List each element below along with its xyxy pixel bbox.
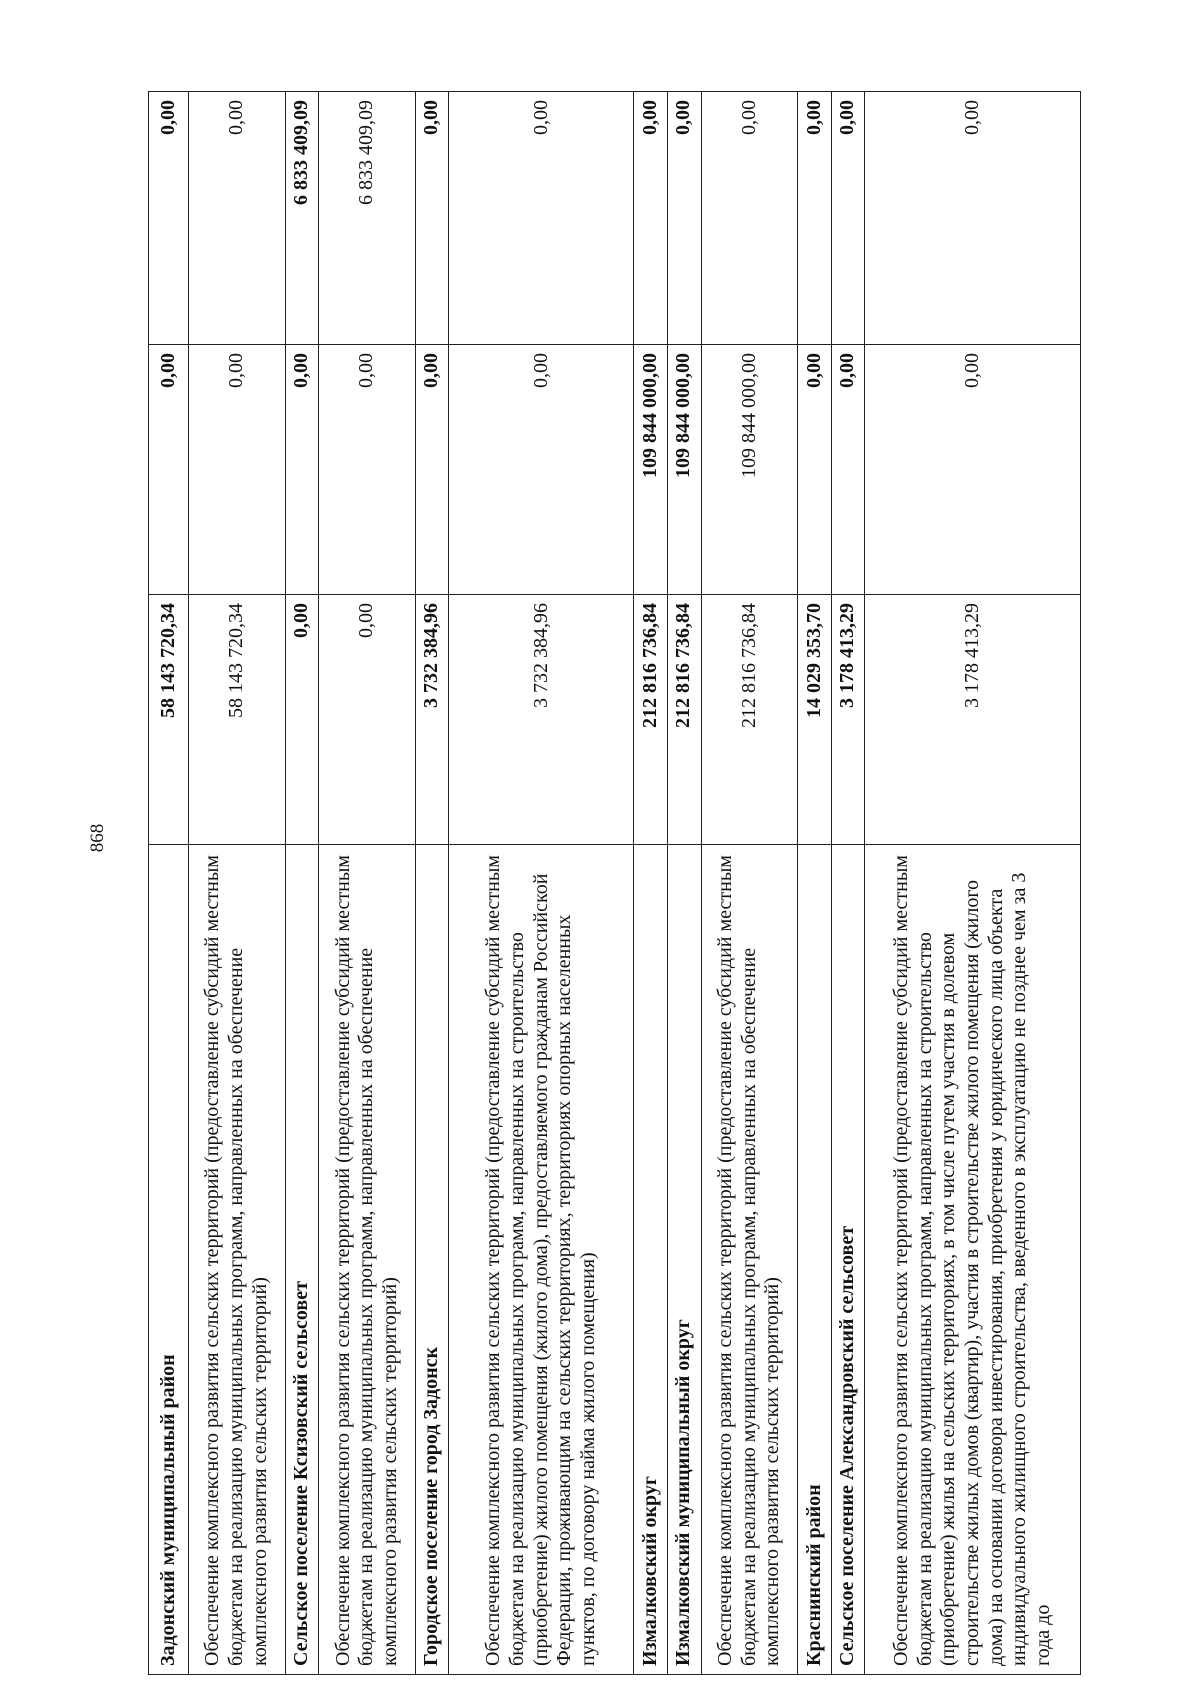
row-name: Обеспечение комплексного развития сельских территорий (предоставление субсидий местным бюджетам на реализацию муниципальных программ, направленных на обеспечение комплексного развития сельских территорий) [701, 845, 798, 1675]
value-cell-1: 0,00 [285, 595, 319, 845]
value-cell-1: 3 732 384,96 [449, 595, 634, 845]
value-cell-1: 212 816 736,84 [634, 595, 668, 845]
table-row [415, 92, 449, 1675]
value-cell-2: 0,00 [319, 345, 416, 595]
value-cell-1: 212 816 736,84 [667, 595, 701, 845]
value-cell-1: 3 732 384,96 [415, 595, 449, 845]
table-row [188, 92, 285, 1675]
table-row [634, 92, 668, 1675]
value-cell-2: 0,00 [285, 345, 319, 595]
row-name: Обеспечение комплексного развития сельских территорий (предоставление субсидий местным бюджетам на реализацию муниципальных программ, направленных на обеспечение комплексного развития сельских территорий) [188, 845, 285, 1675]
rotated-table-container [148, 92, 1081, 1675]
row-name: Обеспечение комплексного развития сельских территорий (предоставление субсидий местным бюджетам на реализацию муниципальных программ, направленных на строительство (приобретение) жилого помещения (жилого дома), предоставляемого гражданам Российской Федерации, проживающим на сельских территориях, территориях опорных населенных пунктов, по договору найма жилого помещения) [449, 845, 634, 1675]
value-cell-3: 6 833 409,09 [319, 92, 416, 345]
value-cell-2: 0,00 [831, 345, 865, 595]
table-row [149, 92, 189, 1675]
value-cell-3: 0,00 [667, 92, 701, 345]
value-cell-2: 0,00 [798, 345, 832, 595]
value-cell-3: 0,00 [701, 92, 798, 345]
value-cell-1: 14 029 353,70 [798, 595, 832, 845]
budget-table [148, 91, 1081, 1675]
value-cell-3: 0,00 [634, 92, 668, 345]
value-cell-1: 3 178 413,29 [865, 595, 1081, 845]
table-row [449, 92, 634, 1675]
value-cell-3: 0,00 [831, 92, 865, 345]
row-name: Измалковский муниципальный округ [667, 845, 701, 1675]
value-cell-3: 0,00 [149, 92, 189, 345]
value-cell-2: 0,00 [415, 345, 449, 595]
value-cell-3: 0,00 [188, 92, 285, 345]
row-name: Сельское поселение Александровский сельсовет [831, 845, 865, 1675]
value-cell-2: 109 844 000,00 [667, 345, 701, 595]
value-cell-1: 58 143 720,34 [149, 595, 189, 845]
value-cell-2: 0,00 [865, 345, 1081, 595]
value-cell-3: 6 833 409,09 [285, 92, 319, 345]
value-cell-2: 0,00 [449, 345, 634, 595]
value-cell-1: 212 816 736,84 [701, 595, 798, 845]
value-cell-2: 0,00 [188, 345, 285, 595]
value-cell-1: 58 143 720,34 [188, 595, 285, 845]
page-number: 868 [87, 823, 108, 853]
value-cell-3: 0,00 [415, 92, 449, 345]
value-cell-2: 0,00 [149, 345, 189, 595]
table-row [798, 92, 832, 1675]
value-cell-2: 109 844 000,00 [701, 345, 798, 595]
table-row [865, 92, 1081, 1675]
table-row [667, 92, 701, 1675]
value-cell-1: 3 178 413,29 [831, 595, 865, 845]
row-name: Краснинский район [798, 845, 832, 1675]
value-cell-1: 0,00 [319, 595, 416, 845]
table-row [285, 92, 319, 1675]
row-name: Измалковский округ [634, 845, 668, 1675]
value-cell-3: 0,00 [798, 92, 832, 345]
row-name: Сельское поселение Ксизовский сельсовет [285, 845, 319, 1675]
row-name: Обеспечение комплексного развития сельских территорий (предоставление субсидий местным бюджетам на реализацию муниципальных программ, направленных на обеспечение комплексного развития сельских территорий) [319, 845, 416, 1675]
row-name: Городское поселение город Задонск [415, 845, 449, 1675]
table-row [701, 92, 798, 1675]
value-cell-3: 0,00 [865, 92, 1081, 345]
row-name: Обеспечение комплексного развития сельских территорий (предоставление субсидий местным бюджетам на реализацию муниципальных программ, направленных на строительство (приобретение) жилья на сельских территориях, в том числе путем участия в долевом строительстве жилых домов (квартир), участия в строительстве жилого помещения (жилого дома) на основании договора инвестирования, приобретения у юридического лица объекта индивидуального жилищного строительства, введенного в эксплуатацию не позднее чем за 3 года до [865, 845, 1081, 1675]
value-cell-2: 109 844 000,00 [634, 345, 668, 595]
table-row [831, 92, 865, 1675]
row-name: Задонский муниципальный район [149, 845, 189, 1675]
value-cell-3: 0,00 [449, 92, 634, 345]
table-row [319, 92, 416, 1675]
